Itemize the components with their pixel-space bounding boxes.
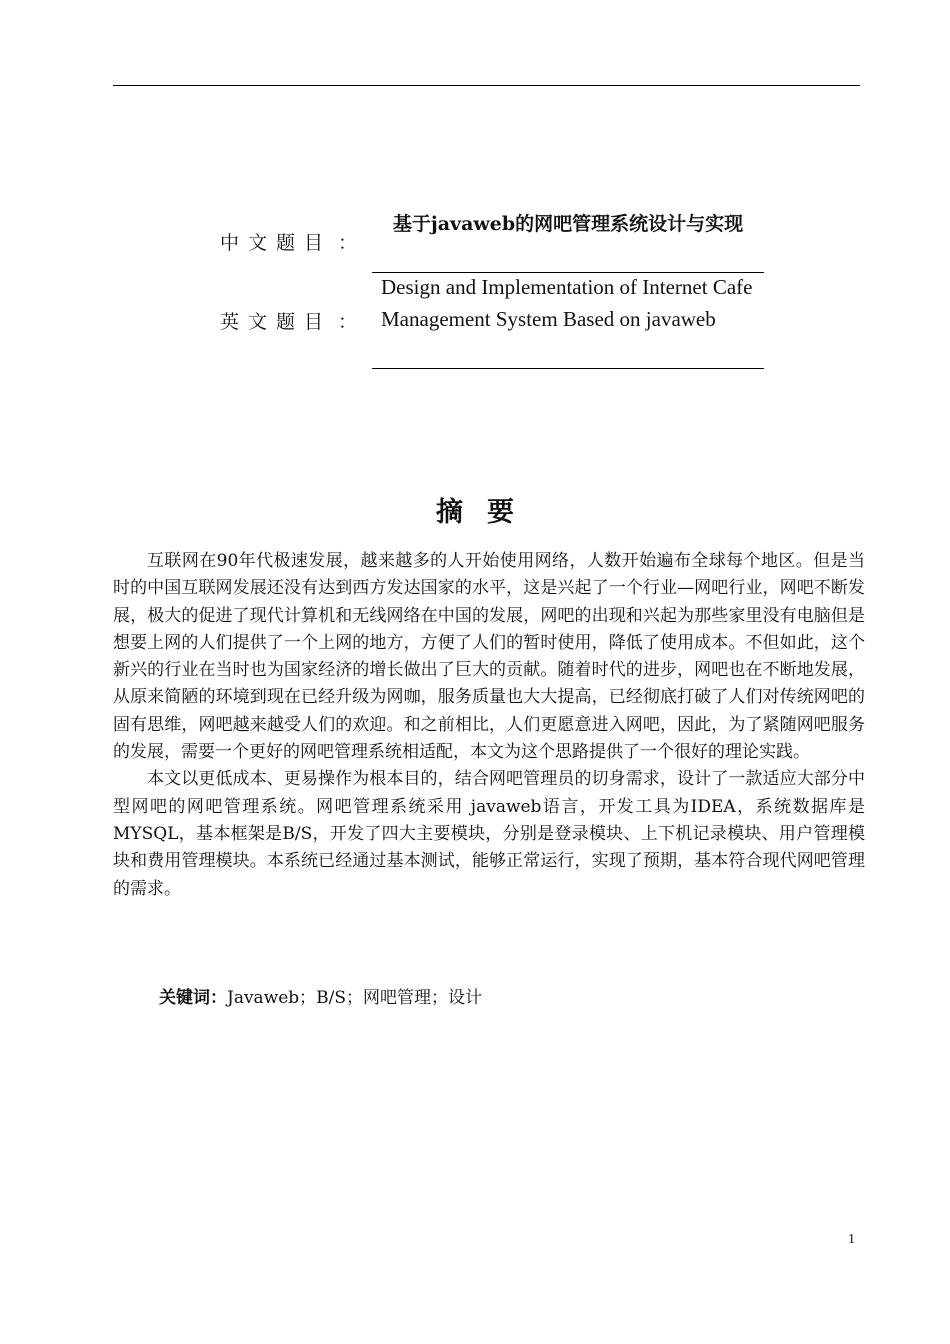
title-block bbox=[0, 0, 950, 400]
cn-title-colon: ： bbox=[338, 232, 358, 254]
abstract-body bbox=[113, 548, 865, 903]
cn-title: 基于javaweb的网吧管理系统设计与实现 bbox=[392, 213, 744, 235]
en-title-underline bbox=[372, 368, 764, 369]
abstract-paragraph: 本文以更低成本、更易操作为根本目的，结合网吧管理员的切身需求，设计了一款适应大部分中型网吧的网吧管理系统。网吧管理系统采用 javaweb语言，开发工具为IDEA，系统数据库是MYSQL，基本框架是B/S，开发了四大主要模块，分别是登录模块、上下机记录模块、用户管理模块和费用管理模块。本系统已经通过基本测试，能够正常运行，实现了预期，基本符合现代网吧管理的需求。 bbox=[113, 769, 865, 899]
keywords-values: Javaweb；B/S；网吧管理；设计 bbox=[227, 988, 483, 1008]
en-title-label: 英文题目 bbox=[220, 311, 333, 333]
abstract-heading: 摘要 bbox=[436, 497, 538, 528]
en-title-colon: ： bbox=[338, 311, 358, 333]
page-number: 1 bbox=[848, 1232, 855, 1247]
cn-title-label: 中文题目 bbox=[220, 232, 333, 254]
en-title: Design and Implementation of Internet Cafe Management System Based on javaweb bbox=[381, 275, 753, 331]
keywords-label: 关键词： bbox=[159, 988, 227, 1008]
keywords-line bbox=[159, 983, 482, 1008]
abstract-paragraph: 互联网在90年代极速发展，越来越多的人开始使用网络，人数开始遍布全球每个地区。但是当时的中国互联网发展还没有达到西方发达国家的水平，这是兴起了一个行业—网吧行业，网吧不断发展，极大的促进了现代计算机和无线网络在中国的发展，网吧的出现和兴起为那些家里没有电脑但是想要上网的人们提供了一个上网的地方，方便了人们的暂时使用，降低了使用成本。不但如此，这个新兴的行业在当时也为国家经济的增长做出了巨大的贡献。随着时代的进步，网吧也在不断地发展，从原来简陋的环境到现在已经升级为网咖，服务质量也大大提高，已经彻底打破了人们对传统网吧的固有思维，网吧越来越受人们的欢迎。和之前相比，人们更愿意进入网吧，因此，为了紧随网吧服务的发展，需要一个更好的网吧管理系统相适配，本文为这个思路提供了一个很好的理论实践。 bbox=[113, 551, 865, 763]
